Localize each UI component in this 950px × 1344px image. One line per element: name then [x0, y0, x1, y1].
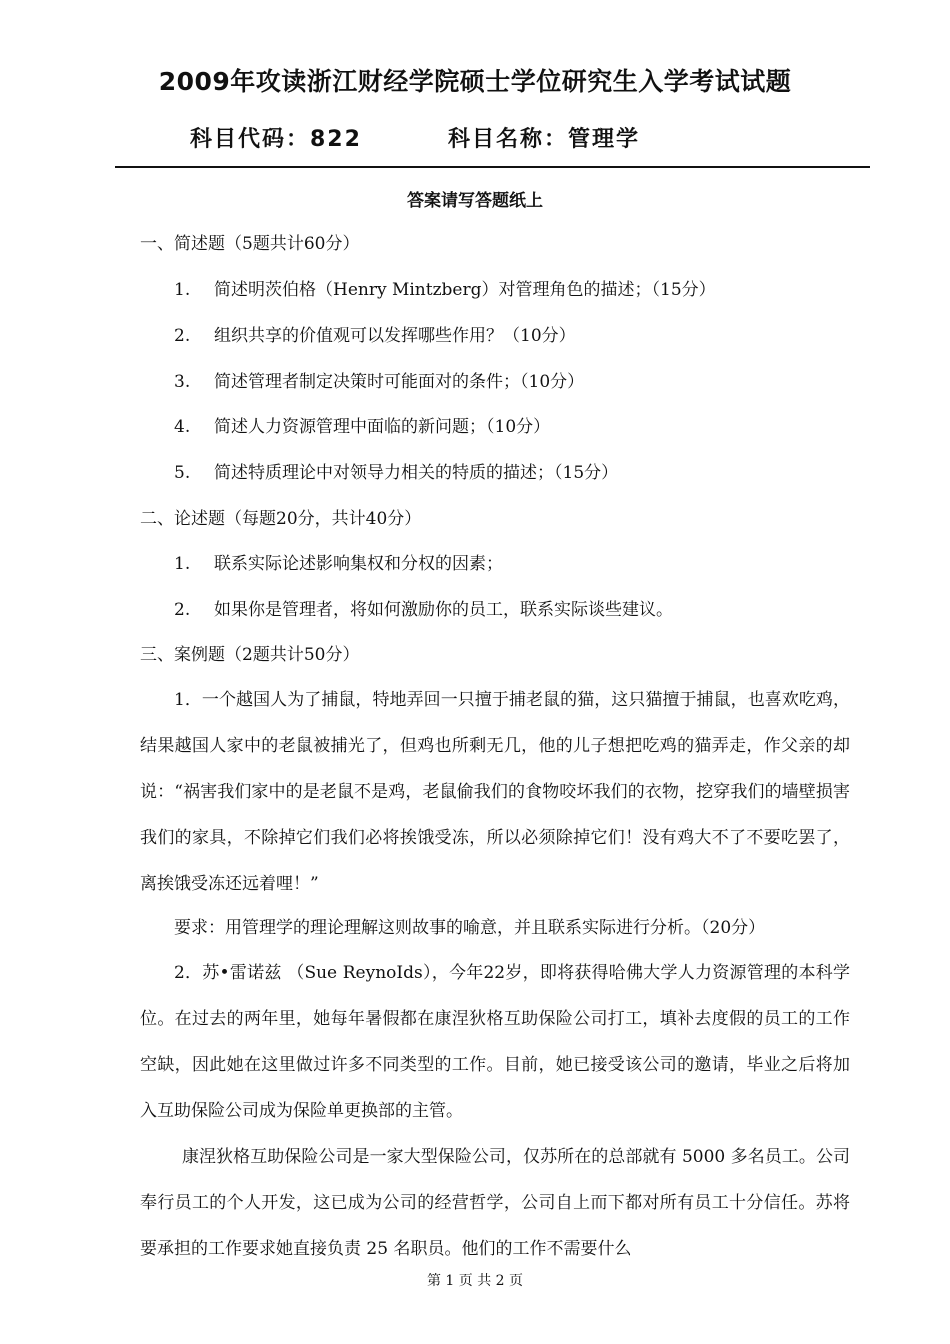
subject-code: 科目代码：822: [190, 127, 362, 152]
exam-title: 2009年攻读浙江财经学院硕士学位研究生入学考试试题: [158, 67, 792, 96]
question-item: [174, 415, 550, 439]
question-text: 简述明茨伯格（Henry Mintzberg）对管理角色的描述；（15分）: [214, 280, 716, 300]
question-number: 2.: [174, 326, 191, 346]
subject-name: 科目名称：管理学: [448, 127, 641, 152]
question-number: 1.: [174, 280, 191, 300]
question-item: [174, 552, 503, 576]
case2-paragraph-2: 康涅狄格互助保险公司是一家大型保险公司，仅苏所在的总部就有 5000 多名员工。公司奉行员工的个人开发，这已成为公司的经营哲学，公司自上而下都对所有员工十分信任。苏将要承担的工作要求她直接负责 25 名职员。他们的工作不需要什么: [140, 1147, 850, 1259]
question-text: 如果你是管理者，将如何激励你的员工，联系实际谈些建议。: [214, 600, 673, 620]
question-number: 5.: [174, 463, 191, 483]
section2-heading: 二、论述题（每题20分，共计40分）: [140, 509, 422, 529]
question-item: [174, 278, 716, 302]
question-item: [174, 370, 584, 394]
question-text: 联系实际论述影响集权和分权的因素；: [214, 554, 503, 574]
question-number: 4.: [174, 417, 191, 437]
question-number: 1.: [174, 554, 191, 574]
case2-paragraph-1: 2．苏•雷诺兹 （Sue ReynoIds），今年22岁，即将获得哈佛大学人力资源管理的本科学位。在过去的两年里，她每年暑假都在康涅狄格互助保险公司打工，填补去度假的员工的工作空缺，因此她在这里做过许多不同类型的工作。目前，她已接受该公司的邀请，毕业之后将加入互助保险公司成为保险单更换部的主管。: [140, 963, 850, 1121]
question-number: 3.: [174, 372, 191, 392]
question-item: [174, 324, 576, 348]
answer-notice: 答案请写答题纸上: [407, 191, 543, 211]
section1-heading: 一、简述题（5题共计60分）: [140, 234, 360, 254]
case1-requirement: 要求：用管理学的理论理解这则故事的喻意，并且联系实际进行分析。（20分）: [174, 918, 766, 938]
question-item: [174, 598, 673, 622]
question-text: 简述人力资源管理中面临的新问题；（10分）: [214, 417, 551, 437]
question-text: 组织共享的价值观可以发挥哪些作用？（10分）: [214, 326, 576, 346]
question-text: 简述管理者制定决策时可能面对的条件；（10分）: [214, 372, 585, 392]
header-divider: [115, 166, 870, 168]
question-number: 2.: [174, 600, 191, 620]
subject-row: [190, 122, 890, 153]
question-text: 简述特质理论中对领导力相关的特质的描述；（15分）: [214, 463, 619, 483]
page-footer: 第 1 页 共 2 页: [426, 1273, 524, 1289]
case1-text: 1．一个越国人为了捕鼠，特地弄回一只擅于捕老鼠的猫，这只猫擅于捕鼠，也喜欢吃鸡，结果越国人家中的老鼠被捕光了，但鸡也所剩无几，他的儿子想把吃鸡的猫弄走，作父亲的却说：“祸害我们家中的是老鼠不是鸡，老鼠偷我们的食物咬坏我们的衣物，挖穿我们的墙壁损害我们的家具，不除掉它们我们必将挨饿受冻，所以必须除掉它们！没有鸡大不了不要吃罢了，离挨饿受冻还远着哩！”: [140, 690, 850, 894]
question-item: [174, 461, 618, 485]
section3-heading: 三、案例题（2题共计50分）: [140, 645, 360, 665]
